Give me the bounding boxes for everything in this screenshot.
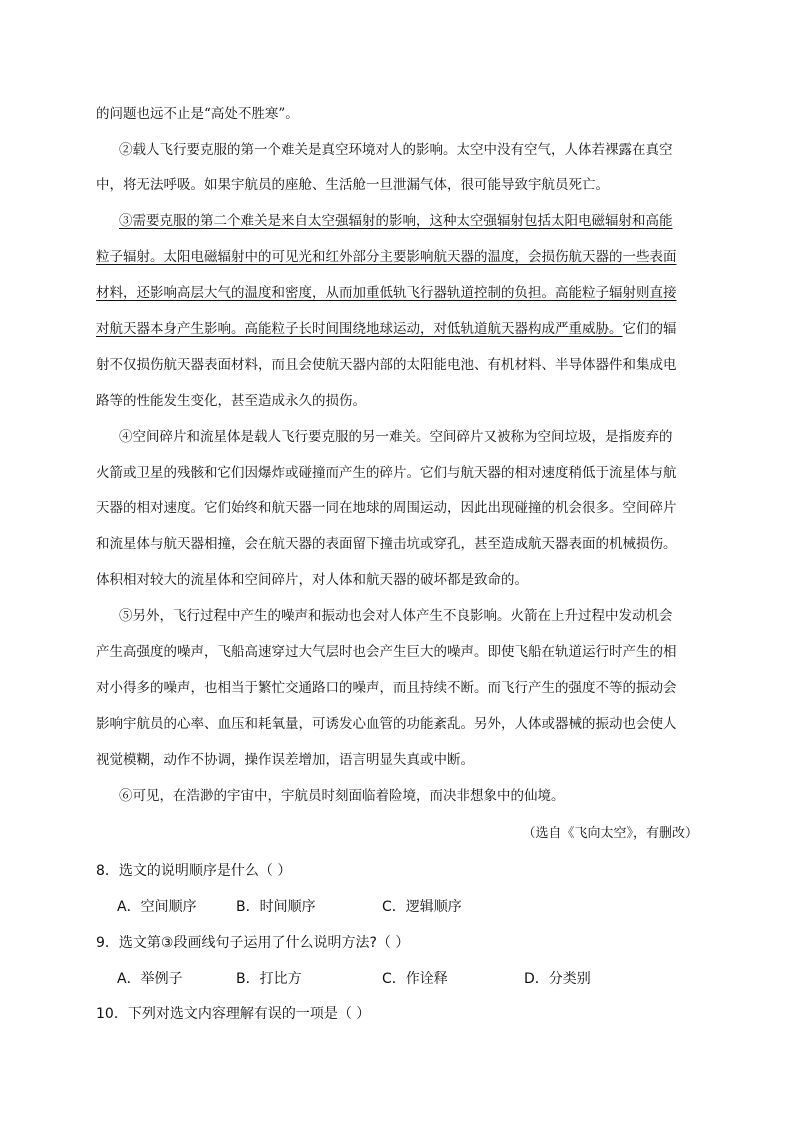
question-10-stem: 10．下列对选文内容理解有误的一项是（ ）	[96, 1006, 371, 1022]
paragraph-4-line-5: 体积相对较大的流星体和空间碎片，对人体和航天器的破坏都是致命的。	[96, 572, 528, 588]
paragraph-3-underlined-line-3: 材料，还影响高层大气的温度和密度，从而加重低轨飞行器轨道控制的负担。高能粒子辐射则直接	[96, 285, 677, 301]
paragraph-3-underlined-line-1: ③需要克服的第二个难关是来自太空强辐射的影响，这种太空强辐射包括太阳电磁辐射和高能	[119, 213, 673, 229]
passage-intro-line: 的问题也远不止是“高处不胜寒”。	[96, 106, 299, 122]
paragraph-3-line-4-tail: 它们的辐	[622, 321, 677, 337]
paragraph-6: ⑥可见，在浩渺的宇宙中，宇航员时刻面临着险境，而决非想象中的仙境。	[119, 788, 565, 804]
question-9-option-c: C．作诠释	[382, 971, 448, 987]
question-8-option-c: C．逻辑顺序	[382, 899, 462, 915]
paragraph-5-line-2: 产生高强度的噪声，飞船高速穿过大气层时也会产生巨大的噪声。即使飞船在轨道运行时产生的相	[96, 644, 677, 660]
question-9-option-a: A．举例子	[117, 971, 183, 987]
question-8-stem: 8．选文的说明顺序是什么（ ）	[96, 863, 292, 879]
question-8-option-b: B．时间顺序	[236, 899, 316, 915]
paragraph-3-underlined-line-2: 粒子辐射。太阳电磁辐射中的可见光和红外部分主要影响航天器的温度，会损伤航天器的一些表面	[96, 249, 677, 265]
question-8-option-a: A．空间顺序	[117, 899, 197, 915]
paragraph-4-line-2: 火箭或卫星的残骸和它们因爆炸或碰撞而产生的碎片。它们与航天器的相对速度稍低于流星体与航	[96, 465, 677, 481]
paragraph-3-underlined-line-4: 对航天器本身产生影响。高能粒子长时间围绕地球运动，对低轨道航天器构成严重威胁。	[96, 321, 623, 337]
paragraph-5-line-4: 影响宇航员的心率、血压和耗氧量，可诱发心血管的功能紊乱。另外，人体或器械的振动也会使人	[96, 716, 677, 732]
paragraph-2-line-1: ②载人飞行要克服的第一个难关是真空环境对人的影响。太空中没有空气，人体若裸露在真空	[119, 142, 673, 158]
question-9-option-d: D．分类别	[524, 971, 591, 987]
source-citation: （选自《飞向太空》，有删改）	[522, 826, 698, 841]
paragraph-3-line-4	[96, 319, 677, 339]
paragraph-5-line-1: ⑤另外，飞行过程中产生的噪声和振动也会对人体产生不良影响。火箭在上升过程中发动机会	[119, 608, 673, 624]
paragraph-3-line-5: 射不仅损伤航天器表面材料，而且会使航天器内部的太阳能电池、有机材料、半导体器件和集成电	[96, 357, 677, 373]
paragraph-4-line-4: 和流星体与航天器相撞，会在航天器的表面留下撞击坑或穿孔，甚至造成航天器表面的机械损伤。	[96, 536, 677, 552]
question-9-option-b: B．打比方	[236, 971, 302, 987]
paragraph-2-line-2: 中，将无法呼吸。如果宇航员的座舱、生活舱一旦泄漏气体，很可能导致宇航员死亡。	[96, 177, 609, 193]
paragraph-5-line-3: 对小得多的噪声，也相当于繁忙交通路口的噪声，而且持续不断。而飞行产生的强度不等的振动会	[96, 680, 677, 696]
paragraph-4-line-1: ④空间碎片和流星体是载人飞行要克服的另一难关。空间碎片又被称为空间垃圾，是指废弃的	[119, 429, 673, 445]
question-9-stem: 9．选文第③段画线句子运用了什么说明方法?（ ）	[96, 935, 410, 951]
paragraph-5-line-5: 视觉模糊，动作不协调，操作误差增加，语言明显失真或中断。	[96, 752, 474, 768]
paragraph-3-line-6: 路等的性能发生变化，甚至造成永久的损伤。	[96, 393, 366, 409]
paragraph-4-line-3: 天器的相对速度。它们始终和航天器一同在地球的周围运动，因此出现碰撞的机会很多。空间碎片	[96, 500, 677, 516]
